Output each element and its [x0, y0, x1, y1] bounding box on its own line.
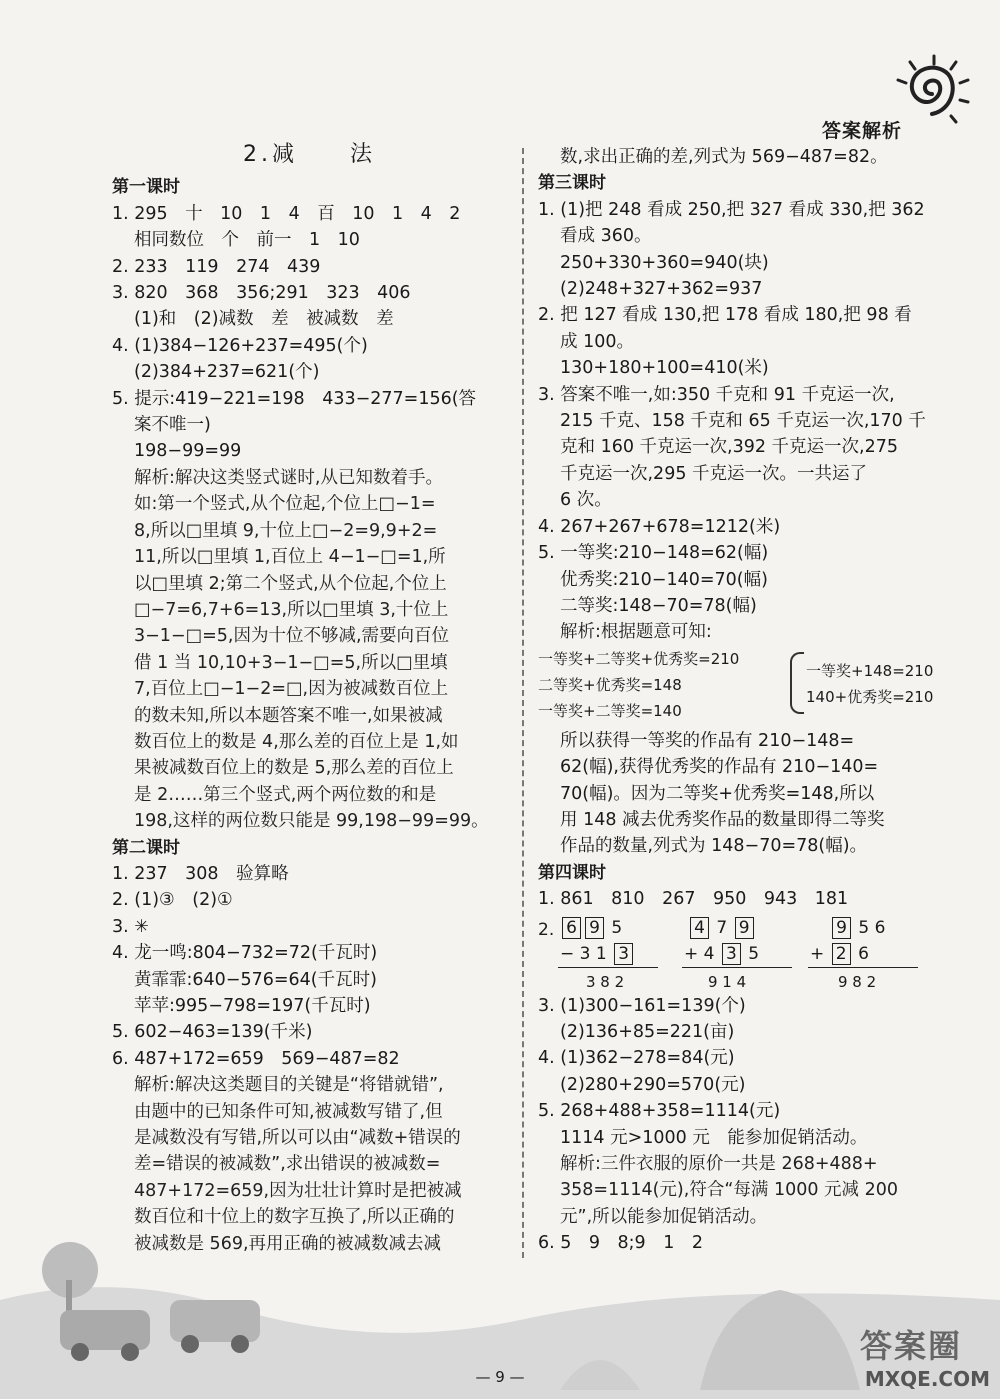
puzzle-b-top: 4 7 9: [688, 915, 756, 941]
brace-result-2: 140+优秀奖=210: [806, 687, 934, 706]
left-line: 的数未知,所以本题答案不唯一,如果被减: [134, 705, 443, 726]
puzzle-number: 2.: [538, 919, 555, 940]
right_a-line: 优秀奖:210−140=70(幅): [560, 569, 768, 590]
left-line: 苹苹:995−798=197(千瓦时): [134, 996, 371, 1016]
right_b-line: 作品的数量,列式为 148−70=78(幅)。: [560, 836, 868, 857]
puzzle-a-mid: − 3 1 3: [560, 941, 635, 967]
right_b-line: 70(幅)。因为二等奖+优秀奖=148,所以: [560, 783, 875, 804]
left-line: 是 2……第三个竖式,两个两位数的和是: [134, 784, 437, 805]
left-line: 11,所以□里填 1,百位上 4−1−□=1,所: [134, 547, 446, 568]
brace-eq-3: 一等奖+二等奖=140: [538, 701, 682, 720]
left-line: 4. (1)384−126+237=495(个): [112, 335, 368, 356]
swirl-logo-icon: [894, 50, 972, 136]
right_c-line: 元”,所以能参加促销活动。: [560, 1206, 768, 1227]
right_a-line: 二等奖:148−70=78(幅): [560, 595, 757, 616]
watermark-top: 答案圈: [859, 1327, 962, 1365]
left-line: 第二课时: [112, 837, 180, 858]
right_a-line: 看成 360。: [560, 226, 652, 247]
puzzle-c-line: [808, 967, 918, 968]
brace-icon: [790, 652, 804, 714]
right_c-line: 4. (1)362−278=84(元): [538, 1048, 735, 1069]
left-line: 相同数位 个 前一 1 10: [134, 230, 360, 251]
left-line: 2. 233 119 274 439: [112, 256, 321, 277]
column-divider: [522, 148, 524, 1258]
brace-eq-1: 一等奖+二等奖+优秀奖=210: [538, 649, 740, 668]
puzzle-a-line: [558, 967, 658, 968]
right_a-line: 250+330+360=940(块): [560, 252, 769, 273]
right_b-line: 第四课时: [538, 862, 606, 883]
left-line: 7,百位上□−1−2=□,因为被减数百位上: [134, 679, 449, 700]
right_a-line: 6 次。: [560, 490, 612, 511]
left-line: 4. 龙一鸣:804−732=72(千瓦时): [112, 943, 378, 964]
right_a-line: 4. 267+267+678=1212(米): [538, 516, 781, 537]
puzzle-b-mid: + 4 3 5: [684, 943, 760, 964]
right-column: [538, 144, 946, 1257]
right_a-line: 解析:根据题意可知:: [560, 622, 712, 643]
right_b-line: 1. 861 810 267 950 943 181: [538, 889, 849, 910]
left-line: 5. 提示:419−221=198 433−277=156(答: [112, 388, 477, 409]
right_a-line: 1. (1)把 248 看成 250,把 327 看成 330,把 362: [538, 199, 925, 220]
left-line: 解析:解决这类竖式谜时,从已知数着手。: [134, 467, 443, 488]
section-title: 2.减 法: [243, 142, 376, 167]
right_c-line: 3. (1)300−161=139(个): [538, 995, 746, 1016]
right_c-line: 6. 5 9 8;9 1 2: [538, 1233, 703, 1254]
right_a-line: 2. 把 127 看成 130,把 178 看成 180,把 98 看: [538, 305, 912, 326]
right_a-line: 第三课时: [538, 173, 606, 194]
left-lines: [112, 174, 507, 1257]
left-line: □−7=6,7+6=13,所以□里填 3,十位上: [134, 599, 449, 620]
puzzle-b-result: 9 1 4: [708, 972, 747, 991]
left-line: 被减数是 569,再用正确的被减数减去减: [134, 1233, 442, 1254]
left-line: 以□里填 2;第二个竖式,从个位起,个位上: [134, 573, 447, 594]
left-line: 1. 237 308 验算略: [112, 863, 289, 884]
right_a-line: (2)248+327+362=937: [560, 279, 763, 300]
left-line: 是减数没有写错,所以可以由“减数+错误的: [134, 1128, 461, 1149]
right_a-line: 克和 160 千克运一次,392 千克运一次,275: [560, 437, 899, 458]
right-lines-c: [538, 993, 946, 1257]
left-line: 1. 295 十 10 1 4 百 10 1 4 2: [112, 203, 461, 224]
left-line: 案不唯一): [134, 415, 211, 436]
left-line: 5. 602−463=139(千米): [112, 1022, 313, 1043]
right_b-line: 62(幅),获得优秀奖的作品有 210−140=: [560, 757, 879, 778]
right_a-line: 5. 一等奖:210−148=62(幅): [538, 543, 769, 564]
left-line: (1)和 (2)减数 差 被减数 差: [134, 309, 394, 330]
left-line: 借 1 当 10,10+3−1−□=5,所以□里填: [134, 652, 448, 673]
left-line: 3. ✳: [112, 916, 149, 937]
brace-result-1: 一等奖+148=210: [806, 661, 934, 680]
left-line: (2)384+237=621(个): [134, 362, 320, 383]
right_c-line: 1114 元>1000 元 能参加促销活动。: [560, 1127, 868, 1148]
left-line: 数百位和十位上的数字互换了,所以正确的: [134, 1207, 455, 1228]
brace-eq-2: 二等奖+优秀奖=148: [538, 675, 682, 694]
left-line: 差=错误的被减数”,求出错误的被减数=: [134, 1154, 441, 1175]
right_c-line: 解析:三件衣服的原价一共是 268+488+: [560, 1154, 878, 1174]
right_a-line: 3. 答案不唯一,如:350 千克和 91 千克运一次,: [538, 384, 895, 405]
left-line: 6. 487+172=659 569−487=82: [112, 1048, 400, 1069]
right_c-line: (2)280+290=570(元): [560, 1074, 746, 1095]
left-line: 黄霏霏:640−576=64(千瓦时): [134, 969, 377, 990]
puzzle-c-result: 9 8 2: [838, 972, 877, 991]
left-line: 8,所以□里填 9,十位上□−2=9,9+2=: [134, 520, 438, 541]
right_b-line: 用 148 减去优秀奖作品的数量即得二等奖: [560, 809, 885, 830]
left-line: 2. (1)③ (2)①: [112, 890, 233, 911]
left-line: 3−1−□=5,因为十位不够减,需要向百位: [134, 626, 450, 647]
puzzle-c-mid: + 2 6: [810, 943, 869, 964]
right_a-line: 130+180+100=410(米): [560, 358, 769, 379]
right-lines-a: [538, 144, 946, 646]
puzzle-b-line: [682, 967, 792, 968]
right_a-line: 成 100。: [560, 331, 634, 352]
puzzle-a-result: 3 8 2: [586, 972, 625, 991]
right_a-line: 215 千克、158 千克和 65 千克运一次,170 千: [560, 411, 926, 432]
left-line: 487+172=659,因为壮壮计算时是把被减: [134, 1180, 462, 1201]
puzzle-c-top: 9 5 6: [830, 915, 885, 941]
right_a-line: 千克运一次,295 千克运一次。一共运了: [560, 463, 868, 484]
header-label: 答案解析: [821, 120, 902, 142]
left-line: 198,这样的两位数只能是 99,198−99=99。: [134, 811, 489, 832]
right_a-line: 数,求出正确的差,列式为 569−487=82。: [560, 147, 888, 167]
watermark-bottom: MXQE.COM: [864, 1367, 990, 1391]
right_c-line: 5. 268+488+358=1114(元): [538, 1101, 781, 1122]
right_c-line: (2)136+85=221(亩): [560, 1021, 735, 1042]
right-lines-b: [538, 728, 946, 913]
right_c-line: 358=1114(元),符合“每满 1000 元减 200: [560, 1180, 899, 1201]
left-line: 解析:解决这类题目的关键是“将错就错”,: [134, 1075, 444, 1096]
puzzle-a-top: 6 9 5: [560, 915, 622, 941]
right_b-line: 所以获得一等奖的作品有 210−148=: [560, 730, 855, 751]
left-line: 由题中的已知条件可知,被减数写错了,但: [134, 1101, 443, 1122]
left-column: [112, 140, 507, 1257]
left-line: 果被减数百位上的数是 5,那么差的百位上: [134, 758, 454, 779]
left-line: 3. 820 368 356;291 323 406: [112, 283, 411, 304]
left-line: 如:第一个竖式,从个位起,个位上□−1=: [134, 494, 436, 515]
left-line: 数百位上的数是 4,那么差的百位上是 1,如: [134, 731, 459, 752]
brace-equations: [538, 646, 946, 728]
page-number: — 9 —: [475, 1368, 525, 1386]
vertical-puzzles: [538, 913, 946, 993]
left-line: 第一课时: [112, 177, 180, 198]
left-line: 198−99=99: [134, 441, 242, 462]
